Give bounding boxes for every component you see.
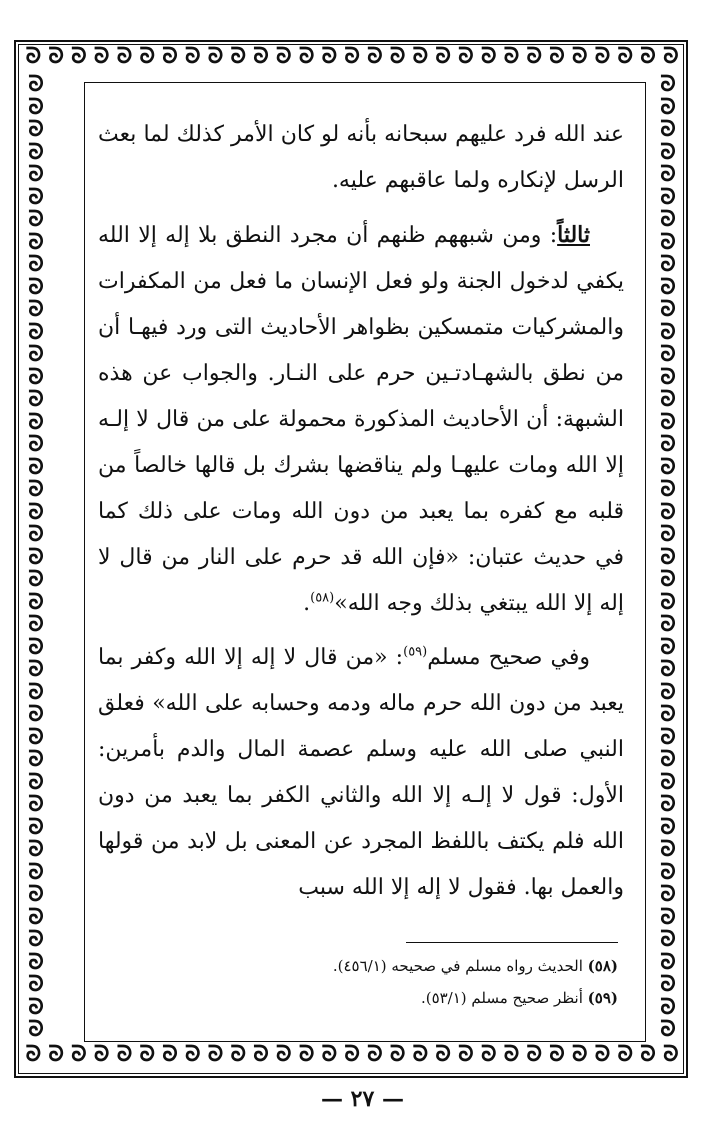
border-ornament: ᘐ	[660, 477, 676, 502]
border-ornament: ᘐ	[660, 117, 676, 142]
border-ornament: ᘐ	[389, 46, 406, 69]
footnote-ref-59: (٥٩)	[403, 644, 428, 660]
border-ornament: ᘐ	[503, 1044, 520, 1067]
border-ornament: ᘐ	[321, 1044, 338, 1067]
border-ornament: ᘐ	[549, 46, 565, 69]
border-ornament: ᘐ	[25, 1044, 42, 1067]
border-ornament: ᘐ	[28, 1017, 44, 1042]
border-ornament: ᘐ	[28, 252, 44, 277]
border-ornament: ᘐ	[28, 972, 44, 997]
border-ornament: ᘐ	[660, 139, 676, 165]
border-ornament: ᘐ	[28, 544, 44, 570]
border-ornament: ᘐ	[660, 949, 676, 975]
border-ornament: ᘐ	[660, 882, 676, 907]
border-ornament: ᘐ	[48, 46, 64, 69]
border-ornament: ᘐ	[298, 1044, 315, 1067]
border-ornament: ᘐ	[660, 612, 676, 637]
footnote-59-text: أنظر صحيح مسلم (٥٣/١).	[420, 989, 583, 1007]
ornamental-border-bottom	[22, 1044, 682, 1072]
border-ornament: ᘐ	[660, 544, 676, 570]
border-ornament: ᘐ	[28, 94, 44, 120]
page-body	[98, 112, 624, 919]
border-ornament: ᘐ	[640, 46, 656, 69]
border-ornament: ᘐ	[389, 1044, 406, 1067]
border-ornament: ᘐ	[660, 342, 676, 367]
border-ornament: ᘐ	[276, 46, 292, 69]
border-ornament: ᘐ	[184, 46, 201, 69]
ornamental-border-top	[22, 46, 682, 74]
border-ornament: ᘐ	[28, 162, 44, 187]
paragraph-3	[98, 635, 624, 911]
border-ornament: ᘐ	[28, 859, 44, 885]
border-ornament: ᘐ	[526, 1044, 542, 1067]
border-ornament: ᘐ	[660, 859, 676, 885]
border-ornament: ᘐ	[28, 184, 44, 210]
border-ornament: ᘐ	[660, 634, 676, 660]
border-ornament: ᘐ	[253, 1044, 269, 1067]
paragraph-2-text: : ومن شبههم ظنهم أن مجرد النطق بلا إله إلا الله يكفي لدخول الجنة ولو فعل الإنسان ما فعل من المكفرات والمشركيات متمسكين بظواهر الأحاديث التى ورد فيهـا أن من نطق بالشهـادتـين حرم على النـار. والجواب عن هذه الشبهة: أن الأحاديث المذكورة محمولة على من قال لا إلـه إلا الله ومات عليهـا ولم يناقضها بشرك بل قالها خالصاً من قلبه مع كفره بما يعبد من دون الله ومات على ذلك كما في حديث عتبان: «فإن الله قد حرم على النار من قال لا إله إلا الله يبتغي بذلك وجه الله»	[98, 223, 624, 616]
border-ornament: ᘐ	[660, 522, 676, 547]
border-ornament: ᘐ	[549, 1044, 565, 1067]
border-ornament: ᘐ	[28, 319, 44, 345]
border-ornament: ᘐ	[25, 46, 42, 69]
border-ornament: ᘐ	[28, 769, 44, 795]
border-ornament: ᘐ	[28, 792, 44, 817]
border-ornament: ᘐ	[660, 319, 676, 345]
border-ornament: ᘐ	[660, 297, 676, 322]
border-ornament: ᘐ	[28, 454, 44, 480]
border-ornament: ᘐ	[28, 342, 44, 367]
border-ornament: ᘐ	[660, 747, 676, 772]
border-ornament: ᘐ	[660, 274, 676, 300]
border-ornament: ᘐ	[660, 837, 676, 862]
border-ornament: ᘐ	[28, 522, 44, 547]
border-ornament: ᘐ	[230, 1044, 247, 1067]
border-ornament: ᘐ	[28, 567, 44, 592]
border-ornament: ᘐ	[28, 904, 44, 930]
border-ornament: ᘐ	[28, 364, 44, 390]
border-ornament: ᘐ	[28, 229, 44, 255]
border-ornament: ᘐ	[663, 1044, 679, 1067]
border-ornament: ᘐ	[71, 46, 87, 69]
border-ornament: ᘐ	[660, 724, 676, 750]
border-ornament: ᘐ	[660, 792, 676, 817]
border-ornament: ᘐ	[660, 74, 676, 97]
border-ornament: ᘐ	[660, 229, 676, 255]
border-ornament: ᘐ	[640, 1044, 656, 1067]
border-ornament: ᘐ	[660, 814, 676, 840]
border-ornament: ᘐ	[28, 837, 44, 862]
footnote-59-number: (٥٩)	[587, 989, 618, 1007]
border-ornament: ᘐ	[28, 702, 44, 727]
border-ornament: ᘐ	[28, 612, 44, 637]
border-ornament: ᘐ	[660, 927, 676, 952]
border-ornament: ᘐ	[28, 994, 44, 1020]
border-ornament: ᘐ	[660, 994, 676, 1020]
border-ornament: ᘐ	[660, 589, 676, 615]
border-ornament: ᘐ	[116, 1044, 133, 1067]
paragraph-1-text: عند الله فرد عليهم سبحانه بأنه لو كان الأمر كذلك لما بعث الرسل لإنكاره ولما عاقبهم عليه.	[98, 122, 624, 193]
border-ornament: ᘐ	[660, 679, 676, 705]
border-ornament: ᘐ	[660, 702, 676, 727]
border-ornament: ᘐ	[139, 46, 155, 69]
border-ornament: ᘐ	[458, 46, 474, 69]
paragraph-3-text-a: وفي صحيح مسلم	[427, 645, 590, 670]
border-ornament: ᘐ	[28, 409, 44, 435]
border-ornament: ᘐ	[412, 1044, 429, 1067]
border-ornament: ᘐ	[207, 1044, 224, 1067]
border-ornament: ᘐ	[28, 679, 44, 705]
border-ornament: ᘐ	[28, 477, 44, 502]
border-ornament: ᘐ	[28, 949, 44, 975]
border-ornament: ᘐ	[28, 927, 44, 952]
border-ornament: ᘐ	[139, 1044, 155, 1067]
border-ornament: ᘐ	[28, 589, 44, 615]
footnote-58-text: الحديث رواه مسلم في صحيحه (٤٥٦/١).	[332, 957, 583, 975]
border-ornament: ᘐ	[28, 882, 44, 907]
border-ornament: ᘐ	[162, 46, 178, 69]
border-ornament: ᘐ	[28, 297, 44, 322]
border-ornament: ᘐ	[617, 1044, 634, 1067]
border-ornament: ᘐ	[48, 1044, 64, 1067]
paragraph-1	[98, 112, 624, 204]
border-ornament: ᘐ	[480, 46, 497, 69]
border-ornament: ᘐ	[660, 207, 676, 232]
border-ornament: ᘐ	[412, 46, 429, 69]
border-ornament: ᘐ	[660, 432, 676, 457]
border-ornament: ᘐ	[660, 657, 676, 682]
border-ornament: ᘐ	[660, 184, 676, 210]
border-ornament: ᘐ	[28, 747, 44, 772]
border-ornament: ᘐ	[28, 657, 44, 682]
border-ornament: ᘐ	[28, 634, 44, 660]
border-ornament: ᘐ	[93, 1044, 110, 1067]
border-ornament: ᘐ	[660, 454, 676, 480]
border-ornament: ᘐ	[367, 46, 383, 69]
border-ornament: ᘐ	[28, 814, 44, 840]
border-ornament: ᘐ	[184, 1044, 201, 1067]
border-ornament: ᘐ	[116, 46, 133, 69]
border-ornament: ᘐ	[660, 94, 676, 120]
border-ornament: ᘐ	[28, 724, 44, 750]
ornamental-border-right	[654, 74, 682, 1044]
border-ornament: ᘐ	[660, 567, 676, 592]
border-ornament: ᘐ	[435, 46, 451, 69]
border-ornament: ᘐ	[458, 1044, 474, 1067]
border-ornament: ᘐ	[660, 409, 676, 435]
footnote-59	[120, 982, 618, 1014]
border-ornament: ᘐ	[28, 74, 44, 97]
border-ornament: ᘐ	[660, 387, 676, 412]
paragraph-2-lead: ثالثاً	[557, 222, 590, 248]
border-ornament: ᘐ	[298, 46, 315, 69]
border-ornament: ᘐ	[617, 46, 634, 69]
border-ornament: ᘐ	[572, 46, 588, 69]
paragraph-3-text-b: : «من قال لا إله إلا الله وكفر بما يعبد من دون الله حرم ماله ودمه وحسابه على الله» فعلق النبي صلى الله عليه وسلم عصمة المال والدم بأمرين: الأول: قول لا إلـه إلا الله والثاني الكفر بما يعبد من دون الله فلم يكتف باللفظ المجرد عن المعنى بل لابد من قولها والعمل بها. فقول لا إله إلا الله سبب	[98, 645, 624, 900]
border-ornament: ᘐ	[93, 46, 110, 69]
border-ornament: ᘐ	[28, 432, 44, 457]
page-number: — ٢٧ —	[321, 1086, 404, 1112]
border-ornament: ᘐ	[367, 1044, 383, 1067]
border-ornament: ᘐ	[526, 46, 542, 69]
footnote-58-number: (٥٨)	[587, 957, 618, 975]
border-ornament: ᘐ	[71, 1044, 87, 1067]
border-ornament: ᘐ	[660, 972, 676, 997]
border-ornament: ᘐ	[660, 769, 676, 795]
border-ornament: ᘐ	[28, 139, 44, 165]
ornamental-border-left	[22, 74, 50, 1044]
border-ornament: ᘐ	[344, 1044, 360, 1067]
border-ornament: ᘐ	[594, 1044, 611, 1067]
footnote-rule	[406, 942, 618, 943]
border-ornament: ᘐ	[660, 252, 676, 277]
border-ornament: ᘐ	[660, 1017, 676, 1042]
border-ornament: ᘐ	[230, 46, 247, 69]
border-ornament: ᘐ	[28, 117, 44, 142]
border-ornament: ᘐ	[207, 46, 224, 69]
border-ornament: ᘐ	[253, 46, 269, 69]
border-ornament: ᘐ	[28, 387, 44, 412]
footnotes	[120, 950, 618, 1014]
border-ornament: ᘐ	[480, 1044, 497, 1067]
border-ornament: ᘐ	[28, 207, 44, 232]
border-ornament: ᘐ	[321, 46, 338, 69]
border-ornament: ᘐ	[660, 162, 676, 187]
border-ornament: ᘐ	[572, 1044, 588, 1067]
border-ornament: ᘐ	[28, 499, 44, 525]
border-ornament: ᘐ	[660, 499, 676, 525]
border-ornament: ᘐ	[276, 1044, 292, 1067]
paragraph-2: ثالثاً: ومن شبههم ظنهم أن مجرد النطق بلا إله إلا الله يكفي لدخول الجنة ولو فعل الإنسان ما فعل من المكفرات والمشركيات متمسكين بظواهر الأحاديث التى ورد فيهـا أن من نطق بالشهـادتـين حرم على النـار. والجواب عن هذه الشبهة: أن الأحاديث المذكورة محمولة على من قال لا إلـه إلا الله ومات عليهـا ولم يناقضها بشرك بل قالها خالصاً من قلبه مع كفره بما يعبد من دون الله ومات على ذلك كما في حديث عتبان: «فإن الله قد حرم على النار من قال لا إله إلا الله يبتغي بذلك وجه الله»$^{(٥٨)}$.	[98, 222, 624, 616]
footnote-58	[120, 950, 618, 982]
border-ornament: ᘐ	[663, 46, 679, 69]
border-ornament: ᘐ	[28, 274, 44, 300]
border-ornament: ᘐ	[162, 1044, 178, 1067]
border-ornament: ᘐ	[660, 904, 676, 930]
footnote-ref-58: (٥٨)	[310, 590, 335, 606]
border-ornament: ᘐ	[503, 46, 520, 69]
border-ornament: ᘐ	[344, 46, 360, 69]
border-ornament: ᘐ	[435, 1044, 451, 1067]
border-ornament: ᘐ	[594, 46, 611, 69]
border-ornament: ᘐ	[660, 364, 676, 390]
